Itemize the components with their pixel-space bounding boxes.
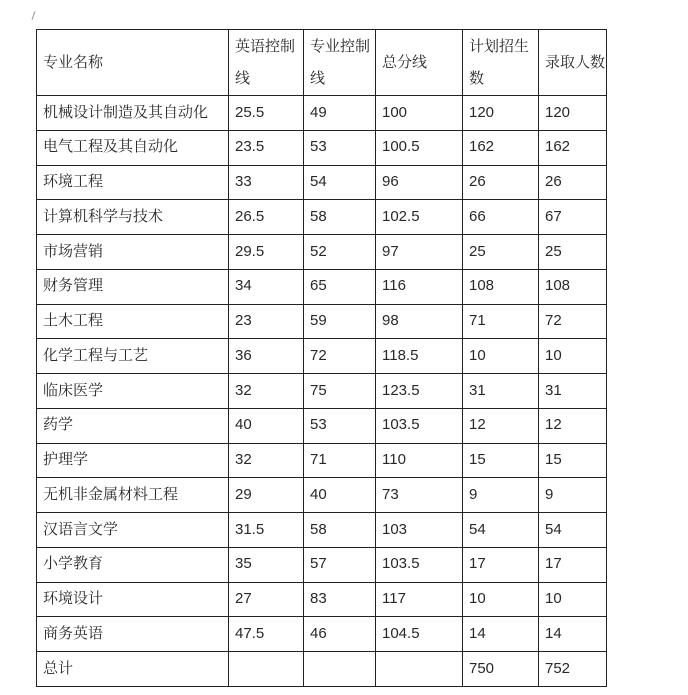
- table-row: [37, 269, 607, 304]
- cell-value: 116: [376, 269, 463, 304]
- cell-major-name: 商务英语: [37, 617, 229, 652]
- cell-value: 15: [539, 443, 607, 478]
- cell-major-name: 化学工程与工艺: [37, 339, 229, 374]
- table-row: [37, 408, 607, 443]
- cell-value: 83: [304, 582, 376, 617]
- cell-major-name: 护理学: [37, 443, 229, 478]
- cell-major-name: 药学: [37, 408, 229, 443]
- cell-value: 100: [376, 96, 463, 131]
- cell-value: 9: [539, 478, 607, 513]
- cell-value: 59: [304, 304, 376, 339]
- cell-major-name: 小学教育: [37, 547, 229, 582]
- cell-major-name: 机械设计制造及其自动化: [37, 96, 229, 131]
- table-row: [37, 582, 607, 617]
- cell-value: 31: [463, 374, 539, 409]
- cell-value: 17: [539, 547, 607, 582]
- cell-value: 120: [539, 96, 607, 131]
- cell-value: 23.5: [229, 130, 304, 165]
- column-header: 录取人数: [539, 30, 607, 96]
- cell-value: 72: [539, 304, 607, 339]
- table-row: [37, 200, 607, 235]
- cell-value: 36: [229, 339, 304, 374]
- cell-value: 54: [304, 165, 376, 200]
- cell-value: 33: [229, 165, 304, 200]
- table-row: [37, 547, 607, 582]
- cell-major-name: 无机非金属材料工程: [37, 478, 229, 513]
- cell-value: 29.5: [229, 235, 304, 270]
- cell-value: 98: [376, 304, 463, 339]
- cell-value: 72: [304, 339, 376, 374]
- cell-value: 25: [539, 235, 607, 270]
- cell-major-name: 环境设计: [37, 582, 229, 617]
- cell-value: 100.5: [376, 130, 463, 165]
- cell-value: 32: [229, 443, 304, 478]
- cell-value: 103.5: [376, 547, 463, 582]
- cell-value: 14: [463, 617, 539, 652]
- cell-value: 40: [229, 408, 304, 443]
- table-row: [37, 443, 607, 478]
- cell-value: 17: [463, 547, 539, 582]
- cell-value: 118.5: [376, 339, 463, 374]
- table-row: [37, 513, 607, 548]
- cell-value: 23: [229, 304, 304, 339]
- cell-value: 31: [539, 374, 607, 409]
- cell-value: 65: [304, 269, 376, 304]
- cell-major-name: 财务管理: [37, 269, 229, 304]
- cell-value: 66: [463, 200, 539, 235]
- cell-value: [376, 652, 463, 687]
- cell-value: 752: [539, 652, 607, 687]
- cell-value: 49: [304, 96, 376, 131]
- cell-value: 10: [539, 582, 607, 617]
- cell-value: 71: [463, 304, 539, 339]
- cell-value: 34: [229, 269, 304, 304]
- cell-value: 12: [463, 408, 539, 443]
- cell-value: 10: [539, 339, 607, 374]
- cell-value: 123.5: [376, 374, 463, 409]
- cell-value: 73: [376, 478, 463, 513]
- cell-value: 117: [376, 582, 463, 617]
- admissions-table: [36, 29, 607, 687]
- cell-value: 120: [463, 96, 539, 131]
- cell-value: 14: [539, 617, 607, 652]
- cell-value: 103: [376, 513, 463, 548]
- column-header: 专业控制线: [304, 30, 376, 96]
- cell-value: 162: [539, 130, 607, 165]
- cell-value: 58: [304, 513, 376, 548]
- cell-value: 102.5: [376, 200, 463, 235]
- cell-value: 110: [376, 443, 463, 478]
- cell-value: 46: [304, 617, 376, 652]
- table-row: [37, 617, 607, 652]
- cell-value: 104.5: [376, 617, 463, 652]
- table-row: [37, 652, 607, 687]
- cell-value: 26.5: [229, 200, 304, 235]
- cell-value: 108: [463, 269, 539, 304]
- cell-value: 10: [463, 339, 539, 374]
- cell-value: 71: [304, 443, 376, 478]
- column-header: 计划招生数: [463, 30, 539, 96]
- text-cursor: [31, 11, 35, 20]
- cell-major-name: 电气工程及其自动化: [37, 130, 229, 165]
- cell-value: 27: [229, 582, 304, 617]
- cell-value: 750: [463, 652, 539, 687]
- table-row: [37, 339, 607, 374]
- cell-major-name: 市场营销: [37, 235, 229, 270]
- column-header: 英语控制线: [229, 30, 304, 96]
- cell-value: 25: [463, 235, 539, 270]
- cell-value: 162: [463, 130, 539, 165]
- header-row: [37, 30, 607, 96]
- cell-major-name: 汉语言文学: [37, 513, 229, 548]
- column-header: 总分线: [376, 30, 463, 96]
- cell-value: 40: [304, 478, 376, 513]
- table-row: [37, 130, 607, 165]
- cell-major-name: 土木工程: [37, 304, 229, 339]
- cell-value: 47.5: [229, 617, 304, 652]
- table-row: [37, 478, 607, 513]
- table-row: [37, 304, 607, 339]
- cell-value: 75: [304, 374, 376, 409]
- cell-value: 31.5: [229, 513, 304, 548]
- cell-value: 97: [376, 235, 463, 270]
- cell-value: 26: [539, 165, 607, 200]
- cell-value: 10: [463, 582, 539, 617]
- table-row: [37, 235, 607, 270]
- table-row: [37, 374, 607, 409]
- cell-value: 26: [463, 165, 539, 200]
- cell-value: 25.5: [229, 96, 304, 131]
- cell-major-name: 总计: [37, 652, 229, 687]
- cell-value: [229, 652, 304, 687]
- cell-value: 54: [463, 513, 539, 548]
- cell-value: 57: [304, 547, 376, 582]
- cell-value: 67: [539, 200, 607, 235]
- cell-value: 12: [539, 408, 607, 443]
- cell-value: 54: [539, 513, 607, 548]
- cell-value: 35: [229, 547, 304, 582]
- cell-value: 32: [229, 374, 304, 409]
- table-row: [37, 165, 607, 200]
- column-header: 专业名称: [37, 30, 229, 96]
- cell-value: 52: [304, 235, 376, 270]
- cell-value: 53: [304, 408, 376, 443]
- cell-value: 53: [304, 130, 376, 165]
- cell-value: 58: [304, 200, 376, 235]
- cell-major-name: 计算机科学与技术: [37, 200, 229, 235]
- cell-major-name: 环境工程: [37, 165, 229, 200]
- cell-value: 108: [539, 269, 607, 304]
- cell-value: 103.5: [376, 408, 463, 443]
- cell-value: [304, 652, 376, 687]
- cell-value: 15: [463, 443, 539, 478]
- cell-value: 96: [376, 165, 463, 200]
- cell-value: 29: [229, 478, 304, 513]
- table-row: [37, 96, 607, 131]
- cell-major-name: 临床医学: [37, 374, 229, 409]
- cell-value: 9: [463, 478, 539, 513]
